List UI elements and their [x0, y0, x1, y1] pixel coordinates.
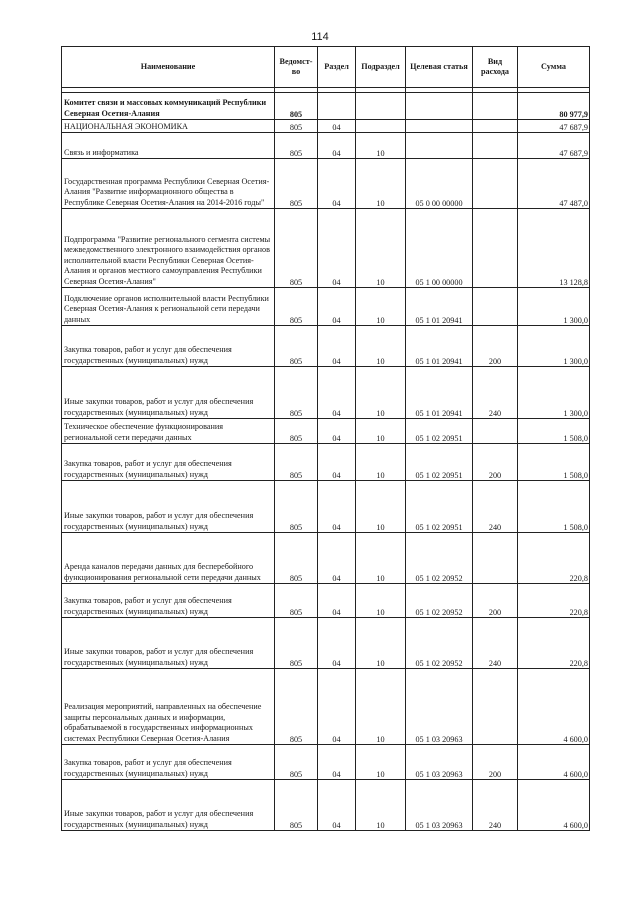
cell-dept: 805 — [275, 326, 318, 367]
cell-section: 04 — [318, 326, 356, 367]
cell-type — [473, 159, 518, 209]
cell-subsection — [356, 120, 406, 133]
header-target: Целевая статья — [406, 47, 473, 88]
header-sum: Сумма — [518, 47, 590, 88]
cell-name: Связь и информатика — [62, 133, 275, 159]
cell-dept: 805 — [275, 419, 318, 444]
cell-type: 240 — [473, 780, 518, 831]
cell-subsection: 10 — [356, 133, 406, 159]
table-row — [62, 780, 590, 831]
table-row — [62, 159, 590, 209]
cell-name: Иные закупки товаров, работ и услуг для обеспечения государственных (муниципальных) нужд — [62, 618, 275, 669]
cell-sum: 1 508,0 — [518, 419, 590, 444]
cell-target: 05 1 01 20941 — [406, 367, 473, 419]
cell-type — [473, 93, 518, 120]
table-body — [62, 88, 590, 831]
cell-subsection: 10 — [356, 481, 406, 533]
cell-dept: 805 — [275, 584, 318, 618]
cell-sum: 220,8 — [518, 533, 590, 584]
table-row — [62, 745, 590, 780]
header-dept: Ведомст-во — [275, 47, 318, 88]
cell-dept: 805 — [275, 481, 318, 533]
cell-name: Закупка товаров, работ и услуг для обеспечения государственных (муниципальных) нужд — [62, 584, 275, 618]
cell-sum: 220,8 — [518, 584, 590, 618]
cell-section: 04 — [318, 780, 356, 831]
cell-section: 04 — [318, 444, 356, 481]
header-section: Раздел — [318, 47, 356, 88]
cell-type — [473, 419, 518, 444]
page-number: 114 — [311, 31, 329, 43]
table-row — [62, 533, 590, 584]
cell-target: 05 1 01 20941 — [406, 288, 473, 326]
table-row — [62, 93, 590, 120]
cell-type — [473, 133, 518, 159]
cell-type — [473, 288, 518, 326]
cell-dept: 805 — [275, 533, 318, 584]
cell-target — [406, 93, 473, 120]
cell-target: 05 1 02 20951 — [406, 481, 473, 533]
table-row — [62, 584, 590, 618]
cell-dept: 805 — [275, 780, 318, 831]
cell-dept: 805 — [275, 745, 318, 780]
table-row — [62, 133, 590, 159]
cell-section: 04 — [318, 288, 356, 326]
cell-type — [473, 669, 518, 745]
cell-sum: 1 508,0 — [518, 444, 590, 481]
table-row — [62, 419, 590, 444]
table-row — [62, 288, 590, 326]
cell-sum: 47 487,0 — [518, 159, 590, 209]
cell-section: 04 — [318, 669, 356, 745]
cell-name: Техническое обеспечение функционирования региональной сети передачи данных — [62, 419, 275, 444]
cell-target — [406, 133, 473, 159]
cell-name: НАЦИОНАЛЬНАЯ ЭКОНОМИКА — [62, 120, 275, 133]
budget-table — [61, 46, 590, 831]
table-row — [62, 481, 590, 533]
cell-sum: 4 600,0 — [518, 745, 590, 780]
table-row — [62, 444, 590, 481]
table-row — [62, 367, 590, 419]
cell-name: Аренда каналов передачи данных для бесперебойного функционирования региональной сети передачи данных — [62, 533, 275, 584]
cell-sum: 47 687,9 — [518, 133, 590, 159]
cell-dept: 805 — [275, 669, 318, 745]
cell-type — [473, 533, 518, 584]
cell-sum: 1 508,0 — [518, 481, 590, 533]
cell-section: 04 — [318, 618, 356, 669]
cell-subsection: 10 — [356, 159, 406, 209]
cell-name: Закупка товаров, работ и услуг для обеспечения государственных (муниципальных) нужд — [62, 326, 275, 367]
cell-dept: 805 — [275, 120, 318, 133]
cell-dept: 805 — [275, 93, 318, 120]
cell-name: Реализация мероприятий, направленных на обеспечение защиты персональных данных и информации, обрабатываемой в государственных информационных системах Республики Северная Осетия-Алания — [62, 669, 275, 745]
cell-name: Иные закупки товаров, работ и услуг для обеспечения государственных (муниципальных) нужд — [62, 780, 275, 831]
cell-section: 04 — [318, 419, 356, 444]
cell-sum: 1 300,0 — [518, 288, 590, 326]
cell-sum: 1 300,0 — [518, 367, 590, 419]
cell-sum: 13 128,8 — [518, 209, 590, 288]
cell-sum: 4 600,0 — [518, 669, 590, 745]
cell-type: 200 — [473, 584, 518, 618]
cell-section: 04 — [318, 584, 356, 618]
table-header-row — [62, 47, 590, 88]
cell-section: 04 — [318, 133, 356, 159]
cell-sum: 220,8 — [518, 618, 590, 669]
cell-type: 240 — [473, 367, 518, 419]
cell-dept: 805 — [275, 444, 318, 481]
cell-type — [473, 209, 518, 288]
cell-dept: 805 — [275, 133, 318, 159]
cell-name: Иные закупки товаров, работ и услуг для обеспечения государственных (муниципальных) нужд — [62, 367, 275, 419]
cell-target: 05 1 03 20963 — [406, 780, 473, 831]
cell-type: 240 — [473, 481, 518, 533]
cell-type: 200 — [473, 745, 518, 780]
cell-name: Иные закупки товаров, работ и услуг для обеспечения государственных (муниципальных) нужд — [62, 481, 275, 533]
cell-section: 04 — [318, 745, 356, 780]
cell-dept: 805 — [275, 159, 318, 209]
cell-name: Подпрограмма "Развитие регионального сегмента системы межведомственного электронного взаимодействия органов исполнительной власти Республики Северная Осетия-Алания и органов местного самоуправления Республики Северная Осетия-Алания" — [62, 209, 275, 288]
cell-name: Подключение органов исполнительной власти Республики Северная Осетия-Алания к региональной сети передачи данных — [62, 288, 275, 326]
cell-type — [473, 120, 518, 133]
cell-sum: 80 977,9 — [518, 93, 590, 120]
cell-target — [406, 120, 473, 133]
header-type: Вид расхода — [473, 47, 518, 88]
cell-target: 05 1 02 20952 — [406, 618, 473, 669]
cell-target: 05 1 03 20963 — [406, 745, 473, 780]
cell-sum: 4 600,0 — [518, 780, 590, 831]
cell-subsection: 10 — [356, 326, 406, 367]
cell-section: 04 — [318, 209, 356, 288]
cell-target: 05 0 00 00000 — [406, 159, 473, 209]
cell-target: 05 1 02 20952 — [406, 584, 473, 618]
cell-target: 05 1 02 20952 — [406, 533, 473, 584]
cell-sum: 1 300,0 — [518, 326, 590, 367]
cell-section: 04 — [318, 481, 356, 533]
cell-section: 04 — [318, 120, 356, 133]
cell-subsection: 10 — [356, 584, 406, 618]
cell-name: Закупка товаров, работ и услуг для обеспечения государственных (муниципальных) нужд — [62, 745, 275, 780]
table-row — [62, 120, 590, 133]
cell-dept: 805 — [275, 209, 318, 288]
cell-subsection: 10 — [356, 618, 406, 669]
cell-section: 04 — [318, 159, 356, 209]
table-row — [62, 669, 590, 745]
cell-subsection: 10 — [356, 669, 406, 745]
cell-subsection: 10 — [356, 745, 406, 780]
cell-subsection: 10 — [356, 780, 406, 831]
cell-subsection: 10 — [356, 533, 406, 584]
cell-subsection: 10 — [356, 209, 406, 288]
cell-subsection: 10 — [356, 419, 406, 444]
cell-dept: 805 — [275, 288, 318, 326]
cell-section — [318, 93, 356, 120]
cell-section: 04 — [318, 367, 356, 419]
table-row — [62, 209, 590, 288]
cell-target: 05 1 03 20963 — [406, 669, 473, 745]
cell-sum: 47 687,9 — [518, 120, 590, 133]
cell-subsection: 10 — [356, 367, 406, 419]
cell-section: 04 — [318, 533, 356, 584]
cell-name: Закупка товаров, работ и услуг для обеспечения государственных (муниципальных) нужд — [62, 444, 275, 481]
table-row — [62, 326, 590, 367]
cell-target: 05 1 02 20951 — [406, 419, 473, 444]
cell-name: Государственная программа Республики Северная Осетия-Алания "Развитие информационного общества в Республике Северная Осетия-Алания на 2014-2016 годы" — [62, 159, 275, 209]
cell-dept: 805 — [275, 618, 318, 669]
cell-target: 05 1 01 20941 — [406, 326, 473, 367]
header-name: Наименование — [62, 47, 275, 88]
cell-subsection — [356, 93, 406, 120]
cell-type: 200 — [473, 326, 518, 367]
table-row — [62, 618, 590, 669]
cell-target: 05 1 02 20951 — [406, 444, 473, 481]
cell-type: 200 — [473, 444, 518, 481]
cell-dept: 805 — [275, 367, 318, 419]
cell-subsection: 10 — [356, 288, 406, 326]
cell-type: 240 — [473, 618, 518, 669]
header-subsection: Подраздел — [356, 47, 406, 88]
cell-target: 05 1 00 00000 — [406, 209, 473, 288]
cell-name: Комитет связи и массовых коммуникаций Республики Северная Осетия-Алания — [62, 93, 275, 120]
cell-subsection: 10 — [356, 444, 406, 481]
